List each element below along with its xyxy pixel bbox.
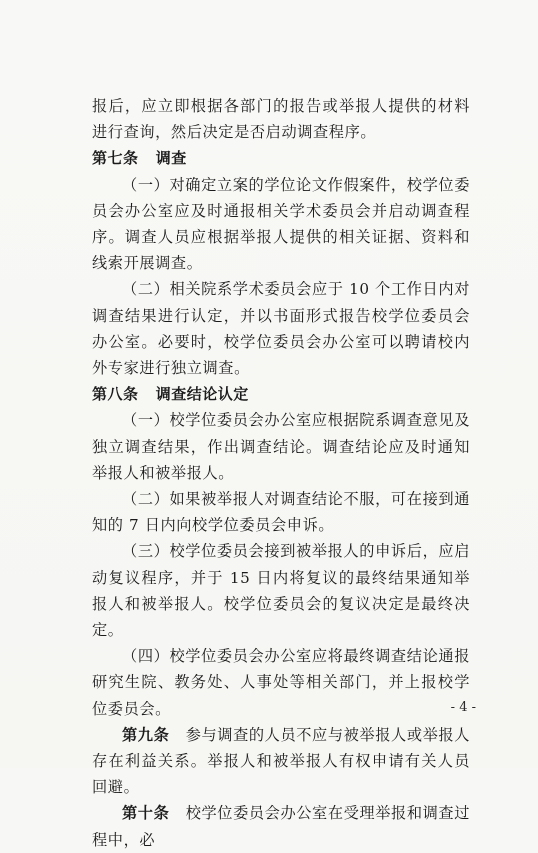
paragraph-text: （二）相关院系学术委员会应于 10 个工作日内对调查结果进行认定，并以书面形式报告校学位委员会办公室。必要时，校学位委员会办公室可以聘请校内外专家进行独立调查。	[92, 280, 470, 378]
paragraph-text: （一）校学位委员会办公室应根据院系调查意见及独立调查结果，作出调查结论。调查结论应及时通知举报人和被举报人。	[92, 411, 470, 482]
paragraph-8-1	[92, 407, 470, 486]
paragraph-continuation	[92, 93, 470, 145]
page-number: - 4 -	[450, 700, 476, 715]
paragraph-text: 校学位委员会办公室在受理举报和调查过程中，必	[92, 804, 470, 849]
article-heading-7	[92, 145, 470, 171]
paragraph-text: （一）对确定立案的学位论文作假案件，校学位委员会办公室应及时通报相关学术委员会并启动调查程序。调查人员应根据举报人提供的相关证据、资料和线索开展调查。	[92, 175, 470, 273]
article-number: 第九条	[122, 725, 170, 744]
paragraph-text: 参与调查的人员不应与被举报人或举报人存在利益关系。举报人和被举报人有权申请有关人员回避。	[92, 725, 470, 797]
article-title: 调查	[155, 149, 187, 168]
paragraph-text: 报后，应立即根据各部门的报告或举报人提供的材料进行查询，然后决定是否启动调查程序。	[92, 97, 470, 142]
article-number: 第八条	[92, 385, 139, 404]
document-body	[92, 93, 470, 853]
paragraph-article-10	[92, 800, 470, 852]
paragraph-text: （四）校学位委员会办公室应将最终调查结论通报研究生院、教务处、人事处等相关部门，并上报校学位委员会。	[92, 647, 470, 718]
article-number: 第七条	[92, 149, 139, 168]
paragraph-7-1	[92, 172, 470, 277]
paragraph-8-3	[92, 538, 470, 643]
paragraph-8-2	[92, 486, 470, 538]
article-heading-8	[92, 381, 470, 407]
paragraph-article-9	[92, 722, 470, 801]
article-title: 调查结论认定	[155, 385, 249, 404]
paragraph-7-2	[92, 276, 470, 381]
article-number: 第十条	[122, 804, 170, 823]
paragraph-text: （三）校学位委员会接到被举报人的申诉后，应启动复议程序，并于 15 日内将复议的最终结果通知举报人和被举报人。校学位委员会的复议决定是最终决定。	[92, 542, 470, 640]
paragraph-text: （二）如果被举报人对调查结论不服，可在接到通知的 7 日内向校学位委员会申诉。	[92, 490, 470, 535]
